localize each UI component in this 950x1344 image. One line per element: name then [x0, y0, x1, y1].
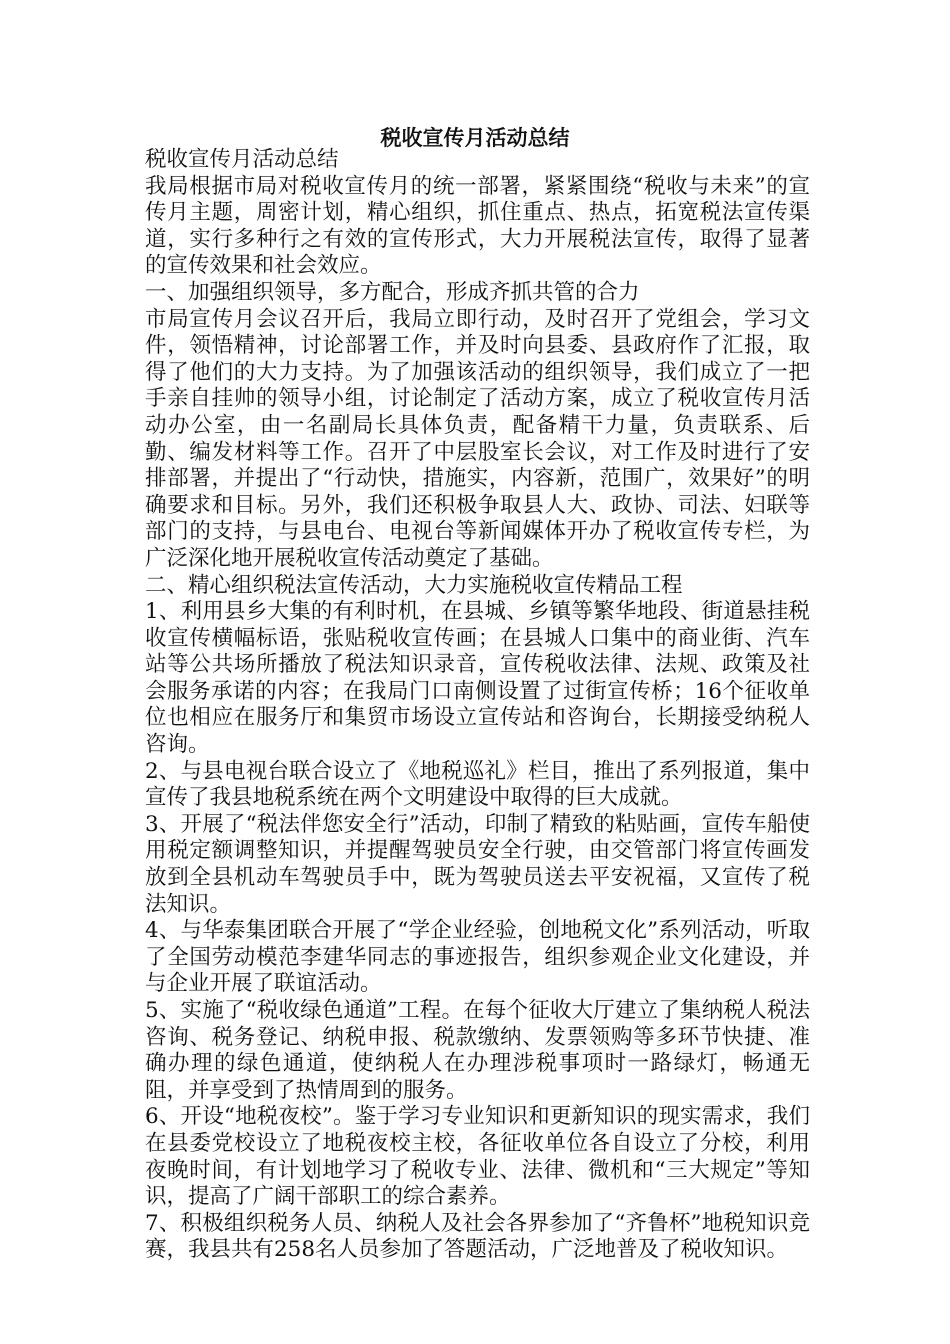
- section-heading-1: 一、加强组织领导，多方配合，形成齐抓共管的合力: [145, 279, 640, 305]
- paragraph-item-7: 7、积极组织税务人员、纳税人及社会各界参加了“齐鲁杯”地税知识竞赛，我县共有258名人员参加了答题活动，广泛地普及了税收知识。: [145, 1210, 810, 1263]
- paragraph-item-5: 5、实施了“税收绿色通道”工程。在每个征收大厅建立了集纳税人税法咨询、税务登记、纳税申报、税款缴纳、发票领购等多环节快捷、准确办理的绿色通道，使纳税人在办理涉税事项时一路绿灯，畅通无阻，并享受到了热情周到的服务。: [145, 998, 810, 1103]
- paragraph-section-1: 市局宣传月会议召开后，我局立即行动，及时召开了党组会，学习文件，领悟精神，讨论部署工作，并及时向县委、县政府作了汇报，取得了他们的大力支持。为了加强该活动的组织领导，我们成立了一把手亲自挂帅的领导小组，讨论制定了活动方案，成立了税收宣传月活动办公室，由一名副局长具体负责，配备精干力量，负责联系、后勤、编发材料等工作。召开了中层股室长会议，对工作及时进行了安排部署，并提出了“行动快，措施实，内容新，范围广，效果好”的明确要求和目标。另外，我们还积极争取县人大、政协、司法、妇联等部门的支持，与县电台、电视台等新闻媒体开办了税收宣传专栏，为广泛深化地开展税收宣传活动奠定了基础。: [145, 306, 810, 571]
- paragraph-subtitle: 税收宣传月活动总结: [145, 147, 339, 172]
- paragraph-item-6: 6、开设“地税夜校”。鉴于学习专业知识和更新知识的现实需求，我们在县委党校设立了地税夜校主校，各征收单位各自设立了分校，利用夜晚时间，有计划地学习了税收专业、法律、微机和“三大规定”等知识，提高了广阔干部职工的综合素养。: [145, 1104, 810, 1210]
- document-body: [145, 147, 810, 1264]
- paragraph-item-1: 1、利用县乡大集的有利时机，在县城、乡镇等繁华地段、街道悬挂税收宣传横幅标语，张贴税收宣传画；在县城人口集中的商业街、汽车站等公共场所播放了税法知识录音，宣传税收法律、法规、政策及社会服务承诺的内容；在我局门口南侧设置了过街宣传桥；16个征收单位也相应在服务厅和集贸市场设立宣传站和咨询台，长期接受纳税人咨询。: [145, 599, 810, 758]
- paragraph-item-2: 2、与县电视台联合设立了《地税巡礼》栏目，推出了系列报道，集中宣传了我县地税系统在两个文明建设中取得的巨大成就。: [145, 758, 810, 811]
- paragraph-item-3: 3、开展了“税法伴您安全行”活动，印制了精致的粘贴画，宣传车船使用税定额调整知识，并提醒驾驶员安全行驶，由交管部门将宣传画发放到全县机动车驾驶员手中，既为驾驶员送去平安祝福，又宣传了税法知识。: [145, 811, 810, 917]
- document-title: 税收宣传月活动总结: [380, 126, 570, 150]
- section-heading-2: 二、精心组织税法宣传活动，大力实施税收宣传精品工程: [145, 572, 683, 598]
- paragraph-item-4: 4、与华泰集团联合开展了“学企业经验，创地税文化”系列活动，听取了全国劳动模范李建华同志的事迹报告，组织参观企业文化建设，并与企业开展了联谊活动。: [145, 918, 810, 997]
- paragraph-intro: 我局根据市局对税收宣传月的统一部署，紧紧围绕“税收与未来”的宣传月主题，周密计划，精心组织，抓住重点、热点，拓宽税法宣传渠道，实行多种行之有效的宣传形式，大力开展税法宣传，取得了显著的宣传效果和社会效应。: [145, 173, 810, 279]
